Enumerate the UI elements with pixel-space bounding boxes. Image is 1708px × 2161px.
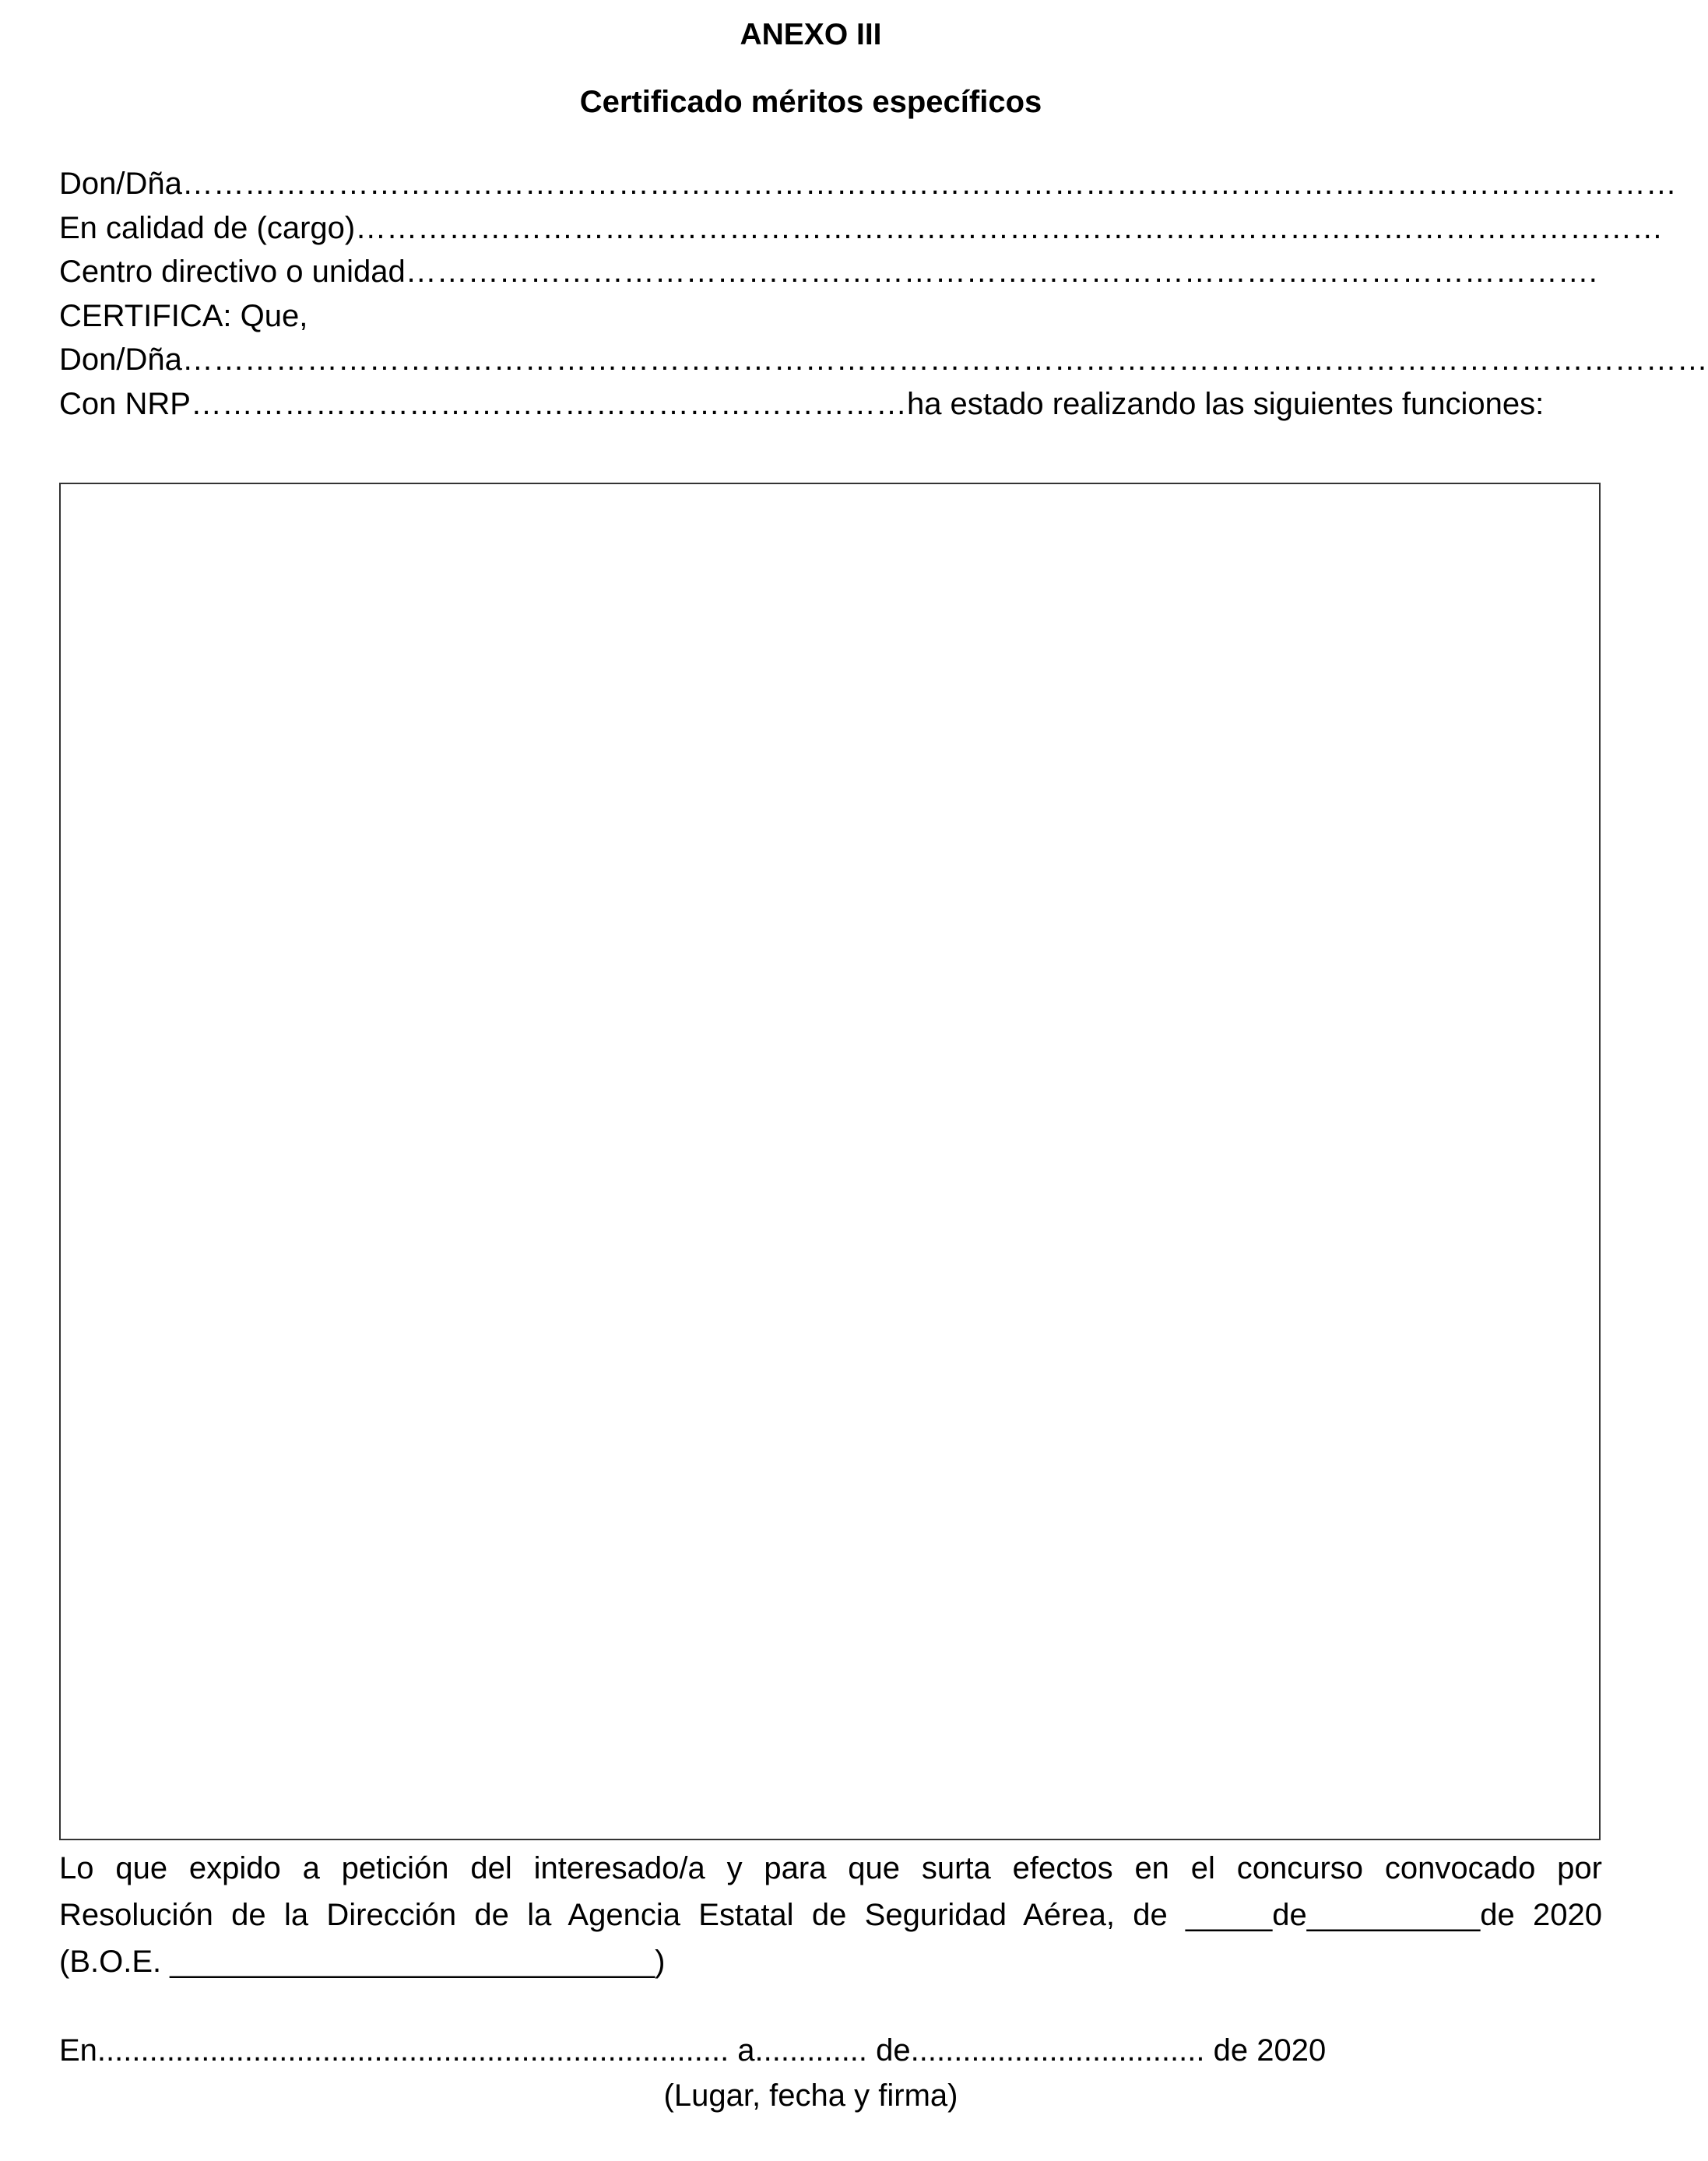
closing-line-2: Resolución de la Dirección de la Agencia Estatal de Seguridad Aérea, de _____de__________de 2020 bbox=[59, 1898, 1602, 1932]
place-date-line: En......................................................................... a............. de.................................. de 2020 bbox=[59, 2033, 1327, 2068]
document-title: Certificado méritos específicos bbox=[579, 85, 1042, 119]
functions-box bbox=[59, 483, 1601, 1840]
field-certifier-name: Don/Dña……………………………………………………………………………………………………………………………… bbox=[59, 167, 1677, 201]
closing-line-3: (B.O.E. ____________________________) bbox=[59, 1945, 666, 1979]
field-position: En calidad de (cargo)……………………………………………………………………………………………………………… bbox=[59, 210, 1664, 245]
certifies-statement: CERTIFICA: Que, bbox=[59, 298, 308, 333]
field-management-center: Centro directivo o unidad……………………………………………………………………………………………………. bbox=[59, 255, 1597, 289]
field-applicant-name: Don/Dña………………………………………………………………………………………………………………………………… bbox=[59, 343, 1708, 377]
field-nrp: Con NRP……………………………………………………………ha estado realizando las siguientes funciones: bbox=[59, 386, 1545, 421]
certificate-fields bbox=[59, 162, 1708, 426]
signature-caption: (Lugar, fecha y firma) bbox=[663, 2078, 958, 2113]
annex-heading: ANEXO III bbox=[740, 18, 882, 51]
closing-line-1: Lo que expido a petición del interesado/a y para que surta efectos en el concurso convocado por bbox=[59, 1851, 1602, 1885]
closing-paragraph bbox=[59, 1845, 1602, 1985]
